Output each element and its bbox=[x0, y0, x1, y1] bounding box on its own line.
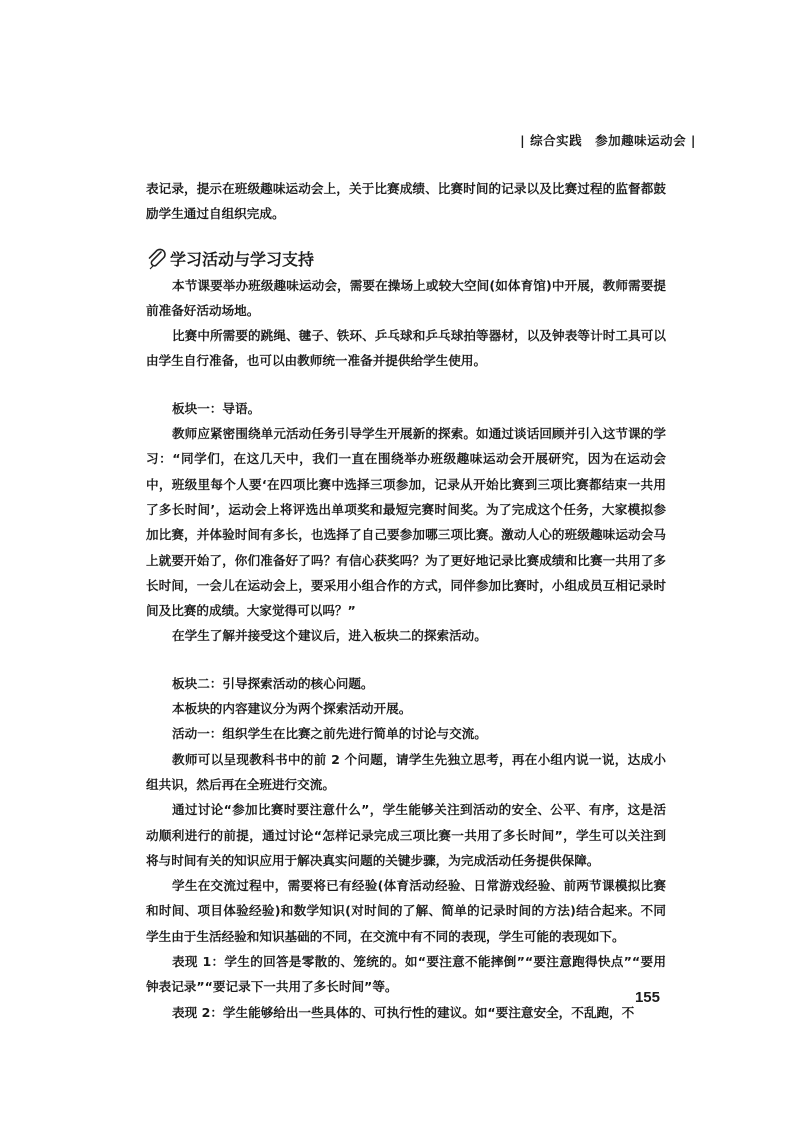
activity-one-heading: 活动一：组织学生在比赛之前先进行简单的讨论与交流。 bbox=[172, 726, 487, 742]
performance-one: 表现 1：学生的回答是零散的、笼统的。如“要注意不能摔倒”“要注意跑得快点”“要用钟表记录”“要记录下一共用了多长时间”等。 bbox=[146, 954, 666, 995]
running-header: | 综合实践 参加趣味运动会 | bbox=[520, 133, 696, 148]
block2-line: 本板块的内容建议分为两个探索活动开展。 bbox=[172, 701, 412, 717]
block1-paragraph: 教师应紧密围绕单元活动任务引导学生开展新的探索。如通过谈话回顾并引入这节课的学习：“同学们，在这几天中，我们一直在围绕举办班级趣味运动会开展研究，因为在运动会中，班级里每个人要‘在四项比赛中选择三项参加，记录从开始比赛到三项比赛都结束一共用了多长时间’，运动会上将评选出单项奖和最短完赛时间奖。为了完成这个任务，大家模拟参加比赛，并体验时间有多长，也选择了自己要参加哪三项比赛。激动人心的班级趣味运动会马上就要开始了，你们准备好了吗？有信心获奖吗？为了更好地记录比赛成绩和比赛一共用了多长时间，一会儿在运动会上，要采用小组合作的方式，同伴参加比赛时，小组成员互相记录时间及比赛的成绩。大家觉得可以吗？” bbox=[146, 426, 666, 619]
section-paragraph: 本节课要举办班级趣味运动会，需要在操场上或较大空间(如体育馆)中开展，教师需要提前准备好活动场地。 bbox=[146, 277, 666, 318]
intro-paragraph: 表记录，提示在班级趣味运动会上，关于比赛成绩、比赛时间的记录以及比赛过程的监督都鼓励学生通过自组织完成。 bbox=[146, 181, 666, 222]
paperclip-icon bbox=[146, 248, 168, 270]
section-title: 学习活动与学习支持 bbox=[170, 250, 315, 270]
block2-heading: 板块二：引导探索活动的核心问题。 bbox=[172, 675, 374, 691]
page-number: 155 bbox=[634, 989, 660, 1006]
block1-heading: 板块一：导语。 bbox=[172, 400, 261, 416]
section-heading bbox=[146, 245, 666, 273]
performance-two: 表现 2：学生能够给出一些具体的、可执行性的建议。如“要注意安全，不乱跑，不 bbox=[172, 1004, 635, 1020]
section-paragraph: 比赛中所需要的跳绳、毽子、铁环、乒乓球和乒乓球拍等器材，以及钟表等计时工具可以由学生自行准备，也可以由教师统一准备并提供给学生使用。 bbox=[146, 328, 666, 369]
block2-paragraph: 教师可以呈现教科书中的前 2 个问题，请学生先独立思考，再在小组内说一说，达成小组共识，然后再在全班进行交流。 bbox=[146, 751, 666, 792]
block2-paragraph: 通过讨论“参加比赛时要注意什么”，学生能够关注到活动的安全、公平、有序，这是活动顺利进行的前提，通过讨论“怎样记录完成三项比赛一共用了多长时间”，学生可以关注到将与时间有关的知识应用于解决真实问题的关键步骤，为完成活动任务提供保障。 bbox=[146, 802, 666, 868]
block1-paragraph: 在学生了解并接受这个建议后，进入板块二的探索活动。 bbox=[172, 628, 487, 644]
block2-paragraph: 学生在交流过程中，需要将已有经验(体育活动经验、日常游戏经验、前两节课模拟比赛和时间、项目体验经验)和数学知识(对时间的了解、简单的记录时间的方法)结合起来。不同学生由于生活经验和知识基础的不同，在交流中有不同的表现，学生可能的表现如下。 bbox=[146, 878, 666, 944]
page-body bbox=[146, 176, 666, 1025]
